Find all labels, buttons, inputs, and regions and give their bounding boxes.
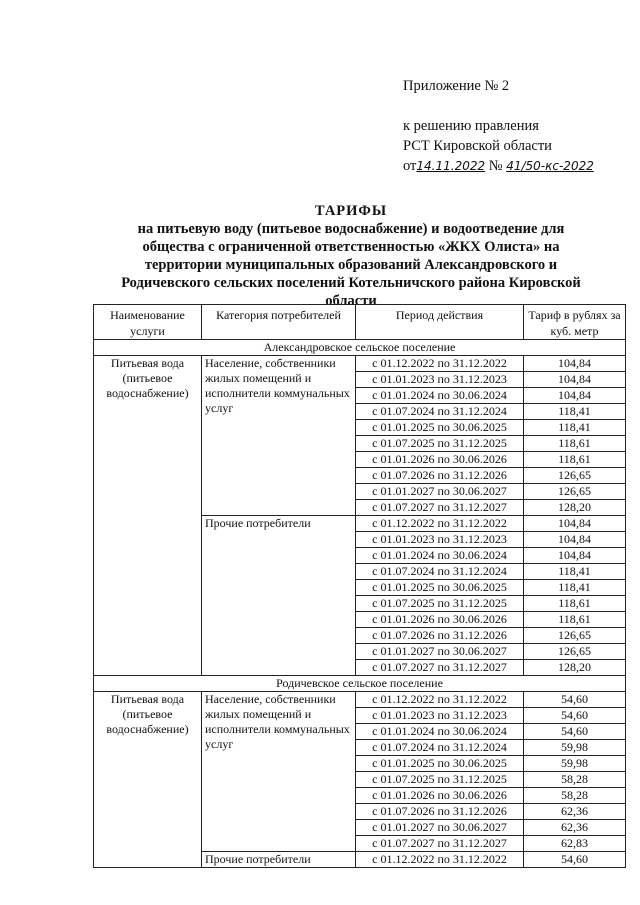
period-cell: с 01.01.2024 по 30.06.2024 [356, 548, 524, 564]
tariff-cell: 104,84 [524, 372, 626, 388]
decision-line-2: РСТ Кировской области [403, 138, 552, 154]
decision-reference [403, 116, 594, 176]
period-cell: с 01.07.2025 по 31.12.2025 [356, 772, 524, 788]
consumer-category: Население, собственники жилых помещений и исполнители коммунальных услуг [202, 356, 356, 516]
appendix-number: Приложение № 2 [403, 78, 510, 94]
title-line-3: общества с ограниченной ответственностью «ЖКХ Олиста» на [142, 239, 560, 255]
period-cell: с 01.01.2024 по 30.06.2024 [356, 724, 524, 740]
header-tariff: Тариф в рублях за куб. метр [524, 305, 626, 340]
consumer-category: Прочие потребители [202, 516, 356, 676]
tariff-cell: 118,41 [524, 404, 626, 420]
tariff-table [93, 304, 626, 868]
tariff-cell: 126,65 [524, 468, 626, 484]
period-cell: с 01.07.2026 по 31.12.2026 [356, 628, 524, 644]
tariff-cell: 118,61 [524, 452, 626, 468]
period-cell: с 01.01.2027 по 30.06.2027 [356, 484, 524, 500]
period-cell: с 01.12.2022 по 31.12.2022 [356, 852, 524, 868]
consumer-category: Население, собственники жилых помещений и исполнители коммунальных услуг [202, 692, 356, 852]
tariff-cell: 54,60 [524, 708, 626, 724]
tariff-cell: 118,61 [524, 596, 626, 612]
tariff-cell: 59,98 [524, 740, 626, 756]
period-cell: с 01.07.2024 по 31.12.2024 [356, 404, 524, 420]
tariff-cell: 104,84 [524, 356, 626, 372]
period-cell: с 01.12.2022 по 31.12.2022 [356, 516, 524, 532]
header-period: Период действия [356, 305, 524, 340]
period-cell: с 01.01.2023 по 31.12.2023 [356, 532, 524, 548]
tariff-cell: 54,60 [524, 852, 626, 868]
title-line-2: на питьевую воду (питьевое водоснабжение) и водоотведение для [137, 221, 565, 237]
period-cell: с 01.01.2024 по 30.06.2024 [356, 388, 524, 404]
title-line-5: Родичевского сельских поселений Котельничского района Кировской [121, 275, 581, 291]
period-cell: с 01.01.2023 по 31.12.2023 [356, 708, 524, 724]
header-service: Наименование услуги [94, 305, 202, 340]
tariff-cell: 118,61 [524, 436, 626, 452]
period-cell: с 01.12.2022 по 31.12.2022 [356, 356, 524, 372]
period-cell: с 01.07.2025 по 31.12.2025 [356, 436, 524, 452]
title-line-1: ТАРИФЫ [314, 203, 388, 219]
period-cell: с 01.01.2025 по 30.06.2025 [356, 580, 524, 596]
title-line-4: территории муниципальных образований Александровского и [144, 257, 558, 273]
table-body [94, 340, 626, 868]
period-cell: с 01.01.2023 по 31.12.2023 [356, 372, 524, 388]
settlement-name: Александровское сельское поселение [94, 340, 626, 356]
decision-date-line [403, 156, 594, 176]
tariff-cell: 128,20 [524, 500, 626, 516]
period-cell: с 01.01.2027 по 30.06.2027 [356, 820, 524, 836]
tariff-cell: 62,36 [524, 804, 626, 820]
period-cell: с 01.01.2027 по 30.06.2027 [356, 644, 524, 660]
tariff-cell: 126,65 [524, 484, 626, 500]
number-label: № [488, 158, 503, 174]
period-cell: с 01.07.2024 по 31.12.2024 [356, 740, 524, 756]
table-row [94, 356, 626, 372]
decision-line-1: к решению правления [403, 118, 539, 134]
tariff-cell: 58,28 [524, 772, 626, 788]
tariff-cell: 62,83 [524, 836, 626, 852]
tariff-cell: 118,41 [524, 420, 626, 436]
from-label: от [403, 158, 417, 174]
tariff-cell: 62,36 [524, 820, 626, 836]
period-cell: с 01.01.2025 по 30.06.2025 [356, 756, 524, 772]
period-cell: с 01.07.2027 по 31.12.2027 [356, 500, 524, 516]
tariff-cell: 126,65 [524, 644, 626, 660]
document-title [86, 202, 616, 310]
settlement-row [94, 340, 626, 356]
tariff-cell: 118,61 [524, 612, 626, 628]
table-row [94, 692, 626, 708]
tariff-cell: 104,84 [524, 532, 626, 548]
period-cell: с 01.01.2025 по 30.06.2025 [356, 420, 524, 436]
tariff-cell: 104,84 [524, 548, 626, 564]
handwritten-number: 41/50-кс-2022 [506, 159, 594, 173]
consumer-category: Прочие потребители [202, 852, 356, 868]
tariff-cell: 54,60 [524, 724, 626, 740]
period-cell: с 01.07.2027 по 31.12.2027 [356, 836, 524, 852]
period-cell: с 01.07.2026 по 31.12.2026 [356, 804, 524, 820]
title-line-6: области [325, 293, 377, 309]
period-cell: с 01.07.2024 по 31.12.2024 [356, 564, 524, 580]
tariff-cell: 58,28 [524, 788, 626, 804]
settlement-row [94, 676, 626, 692]
tariff-cell: 118,41 [524, 580, 626, 596]
period-cell: с 01.01.2026 по 30.06.2026 [356, 452, 524, 468]
service-name: Питьевая вода (питьевое водоснабжение) [94, 692, 202, 868]
tariff-cell: 126,65 [524, 628, 626, 644]
header-category: Категория потребителей [202, 305, 356, 340]
table-header-row [94, 305, 626, 340]
period-cell: с 01.07.2026 по 31.12.2026 [356, 468, 524, 484]
service-name: Питьевая вода (питьевое водоснабжение) [94, 356, 202, 676]
tariff-cell: 118,41 [524, 564, 626, 580]
tariff-cell: 54,60 [524, 692, 626, 708]
handwritten-date: 14.11.2022 [416, 159, 486, 173]
period-cell: с 01.07.2027 по 31.12.2027 [356, 660, 524, 676]
period-cell: с 01.01.2026 по 30.06.2026 [356, 612, 524, 628]
period-cell: с 01.12.2022 по 31.12.2022 [356, 692, 524, 708]
tariff-cell: 59,98 [524, 756, 626, 772]
tariff-cell: 128,20 [524, 660, 626, 676]
tariff-cell: 104,84 [524, 388, 626, 404]
tariff-cell: 104,84 [524, 516, 626, 532]
settlement-name: Родичевское сельское поселение [94, 676, 626, 692]
period-cell: с 01.01.2026 по 30.06.2026 [356, 788, 524, 804]
period-cell: с 01.07.2025 по 31.12.2025 [356, 596, 524, 612]
